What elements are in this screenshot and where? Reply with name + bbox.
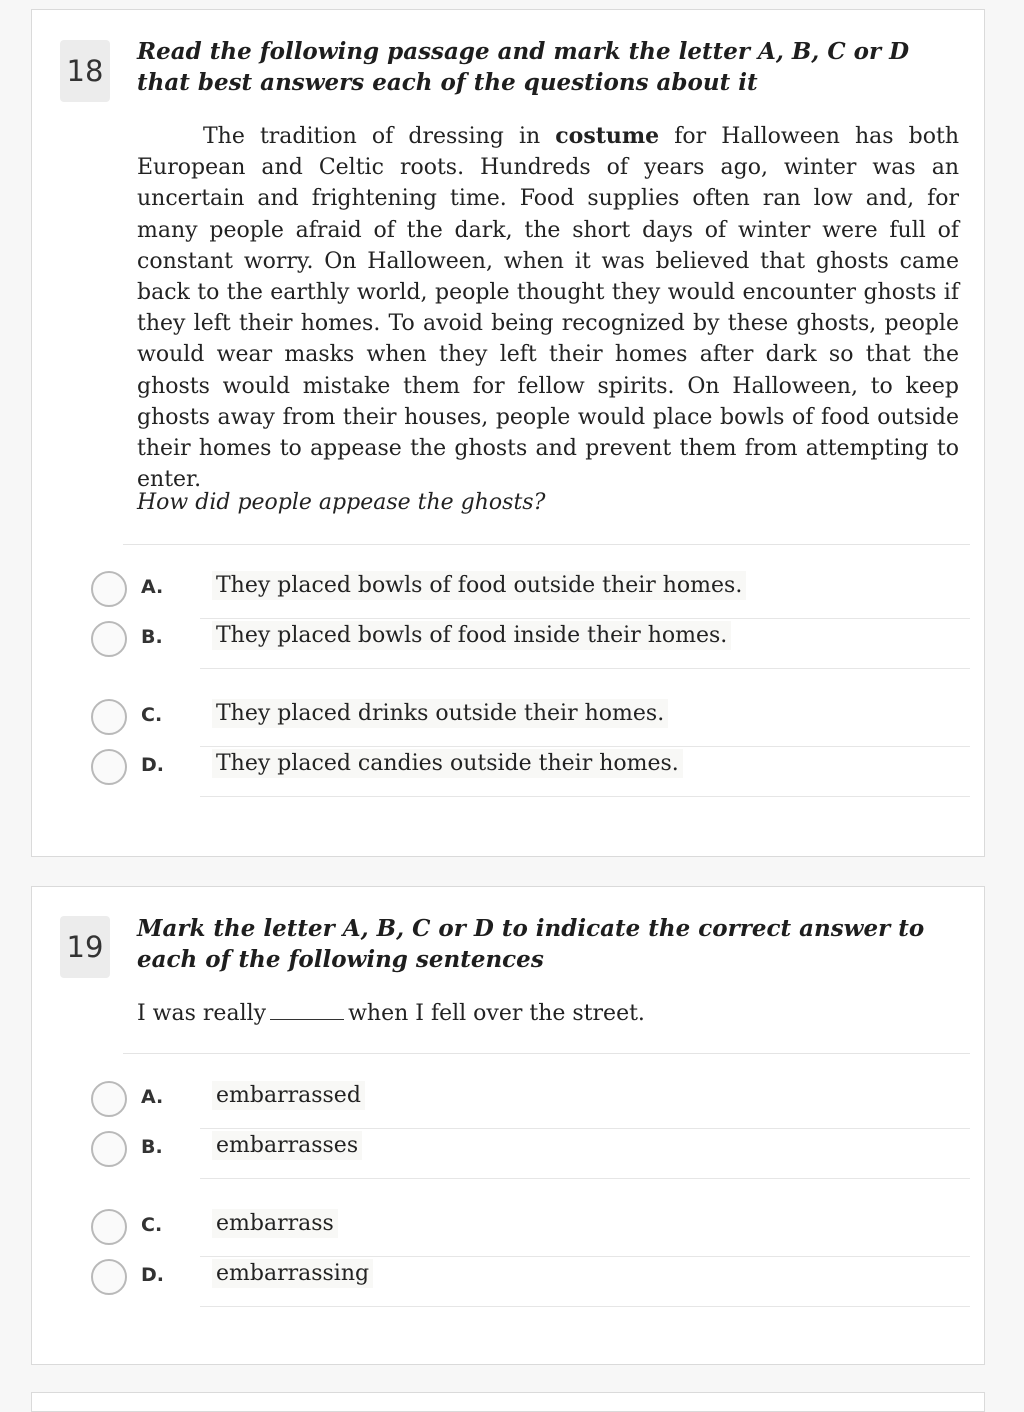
question-number: 19	[60, 916, 110, 978]
option-text[interactable]: embarrass	[212, 1209, 338, 1238]
answer-option-a[interactable]	[32, 567, 984, 617]
option-letter: B.	[141, 1136, 163, 1158]
passage-text-start: The tradition of dressing in	[203, 124, 556, 149]
question-instruction: Read the following passage and mark the letter A, B, C or D that best answers each of the questions about it	[137, 38, 910, 96]
radio-button[interactable]	[91, 1209, 127, 1245]
option-text[interactable]: embarrassing	[212, 1259, 373, 1288]
radio-button[interactable]	[91, 571, 127, 607]
radio-button[interactable]	[91, 1131, 127, 1167]
option-text[interactable]: They placed candies outside their homes.	[212, 749, 683, 778]
answer-option-c[interactable]	[32, 1205, 984, 1255]
answer-option-c[interactable]	[32, 695, 984, 745]
option-text[interactable]: They placed bowls of food inside their homes.	[212, 621, 731, 650]
option-text[interactable]: embarrasses	[212, 1131, 362, 1160]
question-prompt: How did people appease the ghosts?	[137, 490, 546, 515]
option-divider	[200, 1306, 970, 1307]
next-question-card	[31, 1392, 985, 1412]
radio-button[interactable]	[91, 749, 127, 785]
option-divider	[200, 668, 970, 669]
sentence-start: I was really	[137, 1001, 267, 1026]
question-card-18	[31, 9, 985, 857]
option-letter: B.	[141, 626, 163, 648]
radio-button[interactable]	[91, 1081, 127, 1117]
answer-option-d[interactable]	[32, 745, 984, 795]
answer-blank	[270, 999, 344, 1020]
answer-option-b[interactable]	[32, 617, 984, 667]
option-divider	[200, 796, 970, 797]
option-letter: C.	[141, 704, 163, 726]
option-letter: A.	[141, 1086, 164, 1108]
option-letter: D.	[141, 1264, 164, 1286]
passage-bold-word: costume	[555, 123, 660, 149]
question-sentence	[137, 999, 645, 1026]
answer-option-d[interactable]	[32, 1255, 984, 1305]
option-letter: D.	[141, 754, 164, 776]
passage-text-rest: for Halloween has both European and Celtic roots. Hundreds of years ago, winter was an uncertain and frightening time. Food supplies often ran low and, for many people afraid of the dark, the short days of winter were full of constant worry. On Halloween, when it was believed that ghosts came back to the earthly world, people thought they would encounter ghosts if they left their homes. To avoid being recognized by these ghosts, people would wear masks when they left their homes after dark so that the ghosts would mistake them for fellow spirits. On Halloween, to keep ghosts away from their houses, people would place bowls of food outside their homes to appease the ghosts and prevent them from attempting to enter.	[137, 124, 960, 493]
divider	[123, 544, 970, 545]
answer-option-b[interactable]	[32, 1127, 984, 1177]
option-divider	[200, 1178, 970, 1179]
divider	[123, 1053, 970, 1054]
question-number: 18	[60, 40, 110, 102]
radio-button[interactable]	[91, 699, 127, 735]
answer-option-a[interactable]	[32, 1077, 984, 1127]
reading-passage	[137, 121, 959, 495]
radio-button[interactable]	[91, 1259, 127, 1295]
question-instruction: Mark the letter A, B, C or D to indicate the correct answer to each of the following sentences	[137, 915, 925, 973]
radio-button[interactable]	[91, 621, 127, 657]
option-text[interactable]: They placed bowls of food outside their homes.	[212, 571, 746, 600]
option-text[interactable]: embarrassed	[212, 1081, 365, 1110]
sentence-end: when I fell over the street.	[348, 1001, 645, 1026]
question-card-19	[31, 886, 985, 1365]
option-letter: A.	[141, 576, 164, 598]
option-text[interactable]: They placed drinks outside their homes.	[212, 699, 668, 728]
option-letter: C.	[141, 1214, 163, 1236]
